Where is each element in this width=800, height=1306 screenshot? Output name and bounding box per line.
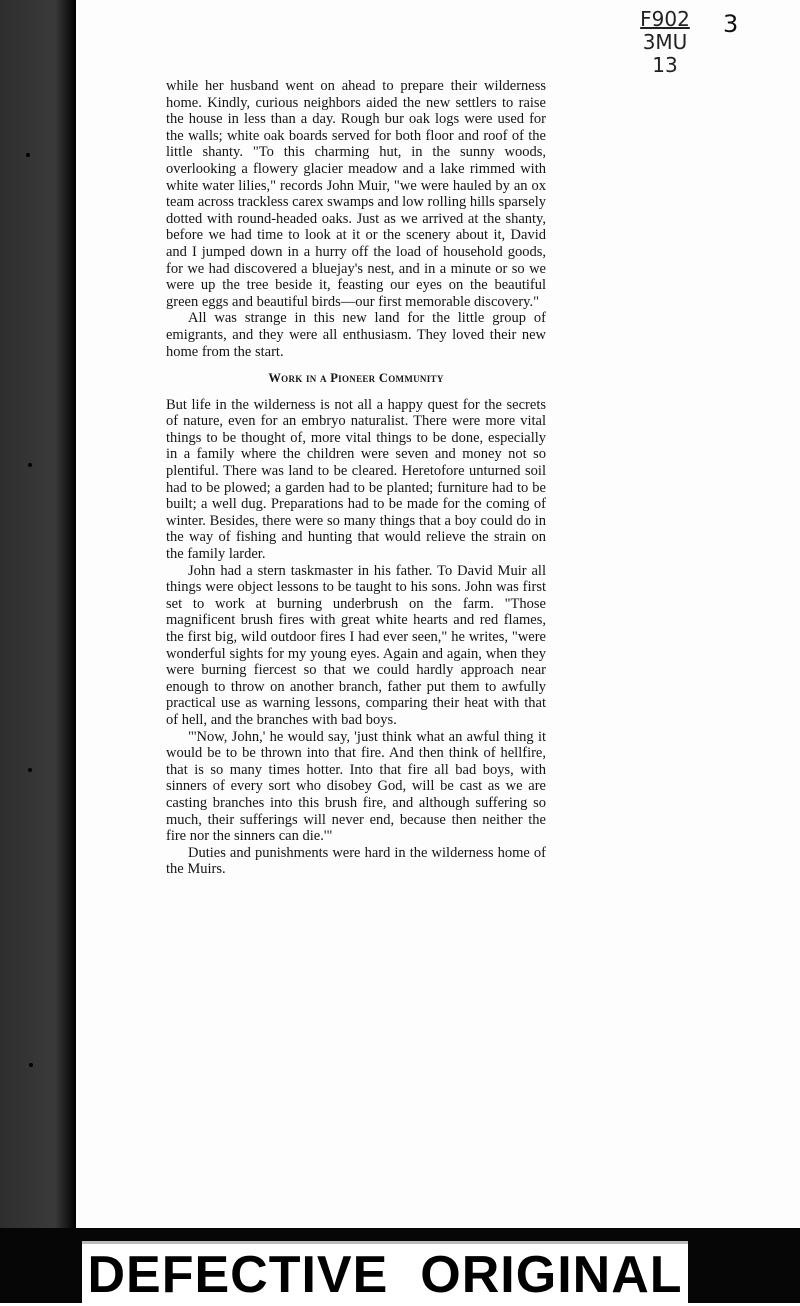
article-paragraph: Duties and punishments were hard in the wilderness home of the Muirs. xyxy=(166,844,546,878)
stamp-word: DEFECTIVE xyxy=(87,1246,389,1304)
handwritten-catalog-note xyxy=(610,8,720,77)
defective-original-stamp xyxy=(82,1241,688,1306)
article-paragraph: But life in the wilderness is not all a happy quest for the secrets of nature, even for an embryo naturalist. There were more vital things to be thought of, more vital things to be done, especially in a family where the children were seven and money not so plentiful. There was land to be cleared. Heretofore unturned soil had to be plowed; a garden had to be planted; furniture had to be built; a well dug. Preparations had to be made for the coming of winter. Besides, there were so many things that a boy could do in the way of fishing and hunting that would relieve the strain on the family larder. xyxy=(166,396,546,563)
page-number: 3 xyxy=(723,10,739,38)
scan-speck xyxy=(26,153,30,157)
catalog-code-line: 3MU xyxy=(642,30,688,54)
article-paragraph: "'Now, John,' he would say, 'just think what an awful thing it would be to be thrown into that fire. And then think of hellfire, that is so many times hotter. Into that fire all bad boys, with sinners of every sort who disobey God, will be cast as we are casting branches into this brush fire, and although suffering so much, their sufferings will never end, because then neither the fire nor the sinners can die.'" xyxy=(166,728,546,845)
stamp-word: ORIGINAL xyxy=(420,1246,683,1304)
article-paragraph: All was strange in this new land for the little group of emigrants, and they were all enthusiasm. They loved their new home from the start. xyxy=(166,310,546,360)
section-heading: Work in a Pioneer Community xyxy=(268,371,444,386)
article-column xyxy=(166,78,546,878)
scan-speck xyxy=(29,1063,33,1067)
scan-speck xyxy=(28,463,32,467)
article-paragraph: while her husband went on ahead to prepare their wilderness home. Kindly, curious neighbors aided the new settlers to raise the house in less than a day. Rough bur oak logs were used for the walls; white oak boards served for both floor and roof of the little shanty. "To this charming hut, in the sunny woods, overlooking a flowery glacier meadow and a lake rimmed with white water lilies," records John Muir, "we were hauled by an ox team across trackless carex swamps and low rolling hills sparsely dotted with round-headed oaks. Just as we arrived at the shanty, before we had time to look at it or the scenery about it, David and I jumped down in a hurry off the load of household goods, for we had discovered a bluejay's nest, and in a minute or so we were up the tree beside it, feasting our eyes on the beautiful green eggs and beautiful birds—our first memorable discovery." xyxy=(166,78,546,310)
scan-speck xyxy=(28,768,32,772)
catalog-code-line: F902 xyxy=(640,7,690,31)
catalog-code-line: 13 xyxy=(652,53,678,77)
article-paragraph: John had a stern taskmaster in his father. To David Muir all things were object lessons to be taught to his sons. John was first set to work at burning underbrush on the farm. "Those magnificent brush fires with great white hearts and red flames, the first big, wild outdoor fires I had ever seen," he writes, "were wonderful sights for my young eyes. Again and again, when they were burning fiercest so that we could hardly approach near enough to throw on another branch, father put them to awfully practical use as warning lessons, comparing their heat with that of hell, and the branches with bad boys. xyxy=(166,562,546,728)
scan-binding-edge xyxy=(0,0,76,1235)
